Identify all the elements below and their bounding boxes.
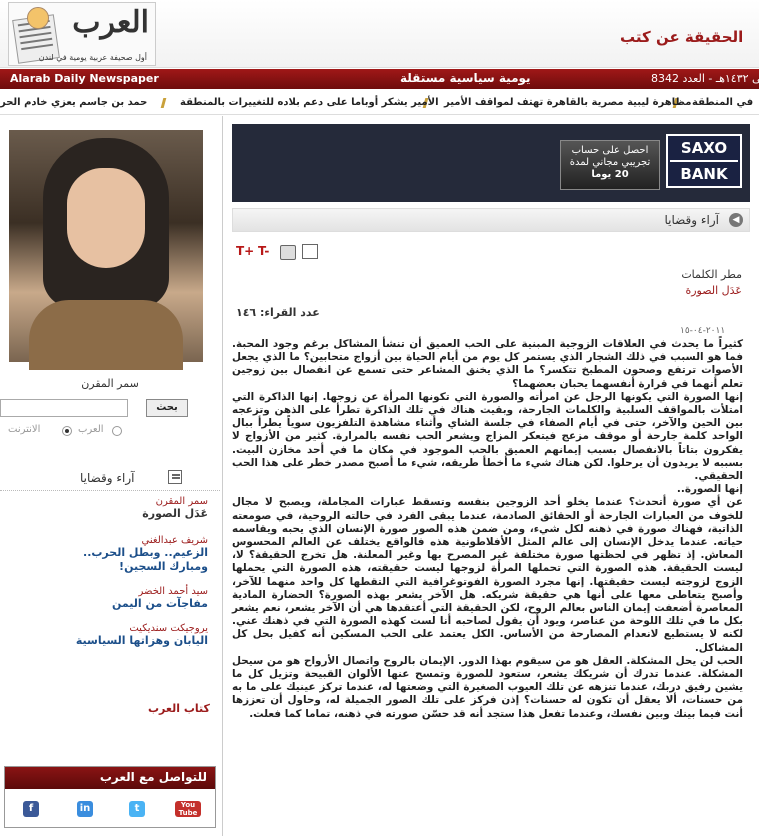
- arrow-left-icon: ◀: [729, 213, 743, 227]
- category-title[interactable]: آراء وقضايا: [664, 213, 719, 227]
- column-name: مطر الكلمات: [681, 268, 742, 281]
- english-site-name: Alarab Daily Newspaper: [10, 72, 159, 85]
- ticker-item[interactable]: حمد بن جاسم يعزي خادم الحر: [0, 97, 148, 108]
- site-header: [0, 0, 759, 68]
- logo-subtitle: أول صحيفة عربية يومية في لندن: [38, 53, 147, 62]
- radio-arab[interactable]: [112, 426, 122, 436]
- saxo-bank-ad[interactable]: [232, 124, 750, 202]
- article-paragraph: إنها الصورة..: [676, 483, 743, 496]
- ticker-item[interactable]: مظاهرة ليبية مصرية بالقاهرة تهتف لمواقف الأمير: [444, 97, 692, 108]
- ticker-item[interactable]: في المنطقة: [692, 97, 754, 108]
- list-item[interactable]: [0, 496, 208, 521]
- ad-offer-line: احصل على حساب: [571, 145, 649, 156]
- list-item-title[interactable]: الزعيم.. وبطل الحرب.. ومبارك السجين!: [83, 546, 208, 573]
- sidebar-articles: [0, 496, 208, 660]
- twitter-icon[interactable]: t: [129, 801, 145, 817]
- article-paragraph: إنها الصورة التي يكونها الرجل عن امرأته والصورة التي تكونها المرأة عن زوجها. إنها الذاكرة التي امتلأت بالمواقف السلبية والكلمات الجارحة، وبقيت هناك في تلك الذاكرة تطرأ على الذهن وتزعجه بين الحين والآخر، حتى في أيام الصفاء في جلسة الشاي وأثناء مشاهدة التلفزيون سوياً يطرأ ببال الواحد كلمة جارحة أو موقف مزعج فيتعكر المزاج ويشعر الحب نفسه بالمرارة. كثير من الأزواج لا يفكرون بتاتاً بالانفصال بسبب إيمانهم العميق بالحب الموجود في مكان ما في أحد مخازن البيت. بسببه لا يريدون أن يرحلوا. لكن هناك شيء ما أخطأ طريقه، شيء ما أصبح مصدر خطر على هذا الحب الحقيقي.: [232, 390, 743, 483]
- list-item-title[interactable]: عَدَل الصورة: [142, 507, 208, 520]
- social-title: للتواصل مع العرب: [5, 767, 215, 789]
- search-button[interactable]: بحث: [146, 399, 188, 417]
- radio-arab-label: العرب: [78, 424, 104, 435]
- article-title: عَدَل الصورة: [685, 284, 742, 297]
- radio-web[interactable]: [62, 426, 72, 436]
- linkedin-icon[interactable]: in: [77, 801, 93, 817]
- list-item[interactable]: [0, 623, 208, 648]
- list-item-author[interactable]: سمر المقرن: [155, 496, 208, 507]
- facebook-icon[interactable]: f: [23, 801, 39, 817]
- read-count: عدد القراء: ١٤٦: [236, 306, 320, 319]
- ad-offer-line: تجريبي مجاني لمدة: [569, 157, 651, 168]
- ticker-item[interactable]: الأمير يشكر أوباما على دعم بلاده للتغييرات بالمنطقة: [180, 97, 439, 108]
- column-divider: [222, 116, 223, 836]
- list-item-author[interactable]: سيد أحمد الخضر: [138, 586, 208, 597]
- site-tagline: يومية سياسية مستقلة: [400, 71, 531, 85]
- sidebar-section-title[interactable]: آراء وقضايا: [80, 471, 135, 485]
- article-paragraph: عن أي صورة أتحدث؟ عندما يخلو أحد الزوجين بنفسه وتسقط عبارات المجاملة، ويصبح لا مجال للخوف من العبارات الجارحة أو الحقائق الصادمة، عندما يبقى الفرد في حالته الروحية، في صومعته الذاتية، فهناك صورة في ذهنه لكل شيء، ومن ضمن هذه الصور صورة الإنسان الذي يحبه ويقاسمه حياته. عندما يدخل الإنسان إلى عالم المثل الأفلاطونية هذه فالواقع يختلف عن العالم المحسوس المعاش. إذ تظهر في لحظتها صورة مختلفة غير المصرح بها وغير المعلنة. هل تخرج الحقيقة؟ لا، ليست الحقيقة. هذه الصورة التي تحملها المرأة لزوجها ليست حقيقته، هذه الصورة التي يحملها الزوج لزوجته ليست حقيقتها. إنها مجرد الصورة الفوتوغرافية التي التقطها كل واحد منهما للآخر، وأصبح يتعاطى معها على أنها هي حقيقة شريكه. هل الآخر يشعر بهذه الصورة؟ الحضارة المادية المعاصرة أضعفت إيمان الناس بعالم الروح، لكن الحقيقة التي أعتقدها هي أن الآخر يشعر، نعم يشعر بكل ما في تلك اللوحة من عناصر، ويود أن يقول لصاحبه أنا لست كهذه الصورة التي في ذهنك عني. لكنه لا يستطيع لانعدام المصارحة من الأساس. الكل يعتمد على الحب المسكين أنه كفيل بحل كل المشاكل.: [232, 496, 743, 654]
- email-icon[interactable]: [302, 244, 318, 259]
- edit-note-icon: [168, 470, 182, 484]
- ticker-separator-icon: [161, 98, 172, 108]
- article-body: [232, 338, 743, 721]
- saxo-logo-bottom: BANK: [680, 165, 728, 183]
- logo-word: العرب: [72, 5, 149, 40]
- category-bar: [232, 208, 750, 232]
- font-bigger-button[interactable]: T+: [236, 244, 255, 258]
- article-paragraph: الحب لن يحل المشكلة. العقل هو من سيقوم بهذا الدور. الإيمان بالروح واتصال الأرواح هو من سيحل المشكلة. عندما تدرك أن شريكك يشعر، ستعود للصورة وتمسح عنها الألوان القبيحة وتزيل كل ما يشين رفيق دربك، عندما تنزهه عن تلك العيوب الصغيرة التي وضعتها له، عندما تركز عينيك على ما به من حسنات، ألا يعقل أن تكون له حسنات؟ إذن فركز على تلك الصور الجميلة له، وحاول أن تعززها أنت فيما بينك وبين نفسك، وعندما تفعل هذا ستجد أنه قد حسّن صورته في ذهنه، تماما كما فعلت.: [232, 654, 743, 720]
- list-item-title[interactable]: مفاجآت من اليمن: [111, 597, 208, 610]
- author-photo: [9, 130, 203, 362]
- font-smaller-button[interactable]: T-: [258, 244, 270, 258]
- site-slogan: الحقيقة عن كتب: [620, 28, 744, 46]
- issue-number: لى ١٤٣٢هـ - العدد 8342: [651, 72, 765, 85]
- saxo-logo: [666, 134, 742, 188]
- site-logo[interactable]: [8, 2, 156, 66]
- author-name[interactable]: سمر المقرن: [81, 377, 139, 390]
- article-paragraph: كثيراً ما يحدث في العلاقات الزوجية المبنية على الحب العميق أن تنشأ المشاكل برغم وجود المحبة. فما هو السبب في ذلك الشجار الذي يستمر كل يوم من أيام الحياة بين أزواج متحابين؟ ما الذي يجعل الأصوات ترتفع وصحون المطبخ تتكسر؟ ما الذي يخنق المشاعر حتى تسمع عن انفصال بين زوجين تعلم أنهما في قرارة أنفسهما يحبان بعضهما؟: [232, 338, 743, 390]
- mascot-icon: [27, 7, 49, 29]
- list-item-title[interactable]: اليابان وهزاتها السياسية: [75, 634, 208, 647]
- list-item[interactable]: [0, 586, 208, 611]
- list-item-author[interactable]: يروجيكت سنديكيت: [129, 623, 208, 634]
- sidebar-section-header: [0, 465, 220, 491]
- article-date: ٢٠١١-٠٤-١٥: [680, 326, 726, 336]
- social-box: [4, 766, 216, 828]
- saxo-logo-top: SAXO: [680, 139, 728, 157]
- youtube-icon[interactable]: You Tube: [175, 801, 201, 817]
- ad-offer-line: 20 يوما: [591, 169, 629, 180]
- list-item-author[interactable]: شريف عبدالغني: [141, 535, 208, 546]
- news-ticker: [0, 93, 759, 115]
- top-bar: [0, 69, 765, 89]
- list-item[interactable]: [0, 535, 208, 574]
- more-writers-link[interactable]: كتاب العرب: [148, 702, 210, 715]
- print-icon[interactable]: [280, 245, 296, 260]
- search-input[interactable]: [0, 399, 128, 417]
- radio-web-label: الانترنت: [8, 424, 41, 435]
- ad-offer: [560, 140, 660, 190]
